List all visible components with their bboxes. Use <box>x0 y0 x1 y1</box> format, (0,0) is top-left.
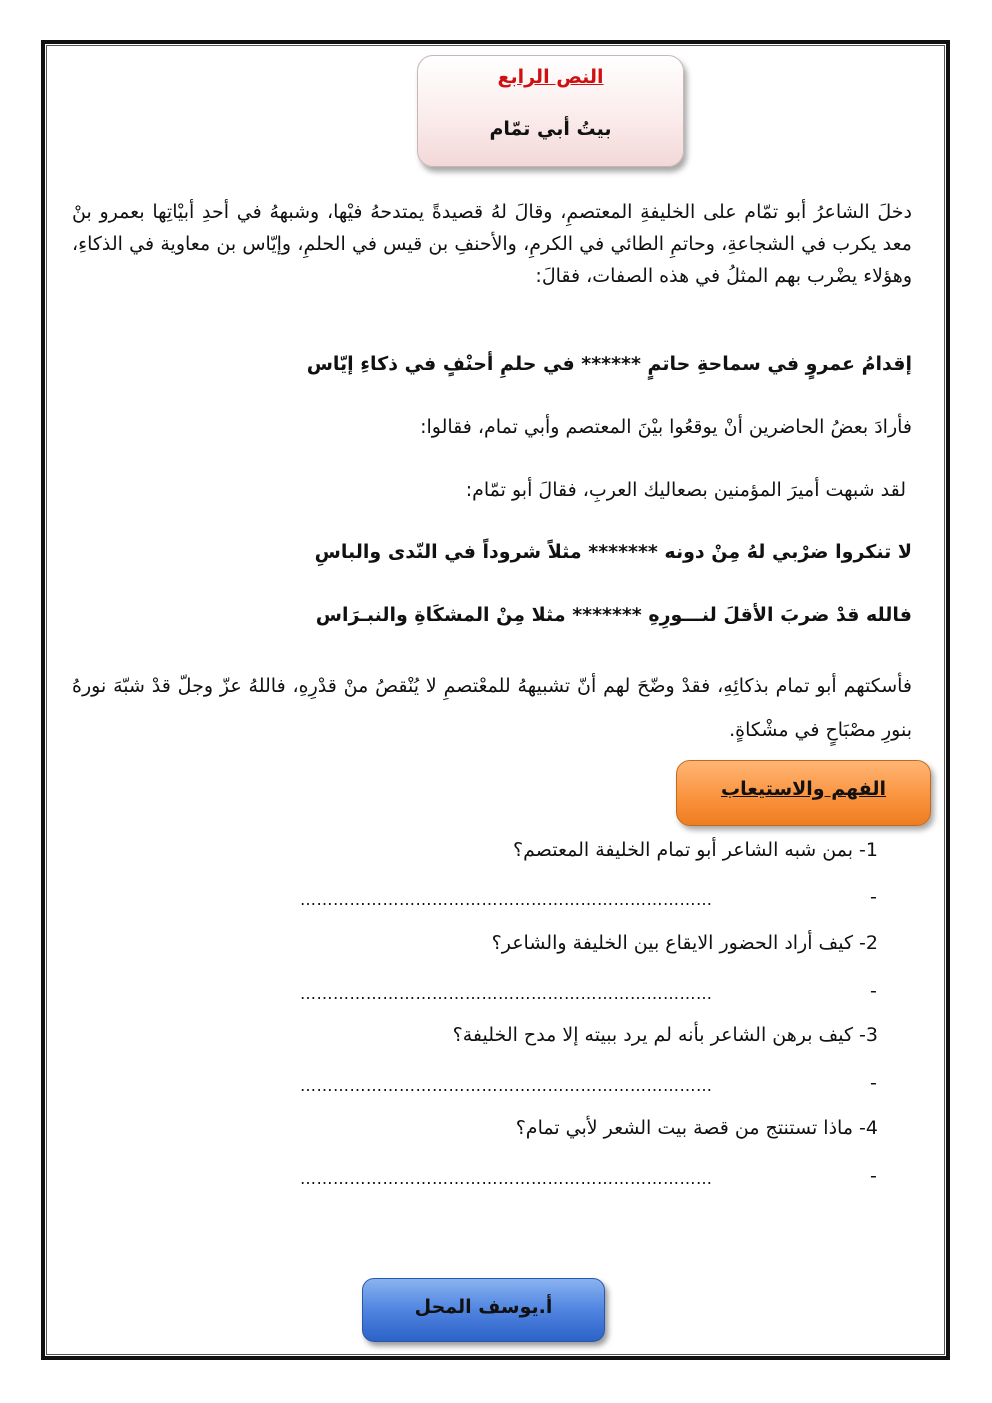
author-box <box>362 1278 605 1342</box>
answer-dash-1: - <box>870 886 877 908</box>
answer-line-1[interactable]: ………………………………………………………………… <box>300 890 713 909</box>
answer-line-4[interactable]: ………………………………………………………………… <box>300 1169 713 1188</box>
comprehension-heading-box <box>676 760 931 826</box>
lesson-subtitle: بيتُ أبي تمّام <box>489 118 612 140</box>
verse-3: فالله قدْ ضربَ الأقلَ لنـــورِهِ ******* مثلا مِنْ المشكَاةِ والنبـرَاس <box>315 604 912 626</box>
story-paragraph-1: دخلَ الشاعرُ أبو تمّام على الخليفةِ المعتصمِ، وقالَ لهُ قصيدةً يمتدحهُ فيْها، وشبههُ في أحدِ أبيْاتِها بعمرو بنْ معد يكرب في الشجاعةِ، وحاتمِ الطائي في الكرمِ، والأحنفِ بن قيس في الحلمِ، وإيّاس بن معاوية في الذكاءِ، وهؤلاء يضْرب بهم المثلُ في هذه الصفات، فقالَ: <box>72 201 912 287</box>
question-2: 2- كيف أراد الحضور الايقاع بين الخليفة والشاعر؟ <box>491 932 878 954</box>
verse-1: إقدامُ عمروٍ في سماحةِ حاتمٍ ****** في حلمِ أحنْفٍ في ذكاءِ إيّاس <box>306 353 912 375</box>
story-paragraph-2: فأسكتهم أبو تمام بذكائِهِ، فقدْ وضّحَ لهم أنّ تشبيههُ للمعْتصمِ لا يُنْقصُ منْ قدْرِهِ، فاللهُ عزّ وجلّ قدْ شبّهَ نورهُ بنورِ مصْبَاحٍ في مشْكاةٍ. <box>72 675 912 741</box>
author-name: أ.يوسف المحل <box>414 1296 553 1318</box>
answer-dash-3: - <box>870 1072 877 1094</box>
answer-line-3[interactable]: ………………………………………………………………… <box>300 1076 713 1095</box>
answer-line-2[interactable]: ………………………………………………………………… <box>300 984 713 1003</box>
verse-2: لا تنكروا ضرْبي لهُ مِنْ دونه ******* مثلاً شروداً في النّدى والباسِ <box>314 541 912 563</box>
question-3: 3- كيف برهن الشاعر بأنه لم يرد ببيته إلا مدح الخليفة؟ <box>452 1024 878 1046</box>
answer-dash-4: - <box>870 1165 877 1187</box>
comprehension-heading: الفهم والاستيعاب <box>721 778 886 800</box>
lesson-title: النص الرابع <box>497 66 604 88</box>
question-1: 1- بمن شبه الشاعر أبو تمام الخليفة المعتصم؟ <box>513 839 878 861</box>
story-line-3: لقد شبهت أميرَ المؤمنين بصعاليك العربِ، فقالَ أبو تمّام: <box>465 479 906 501</box>
question-4: 4- ماذا تستنتج من قصة بيت الشعر لأبي تمام؟ <box>515 1117 878 1139</box>
title-box <box>417 55 684 167</box>
story-line-2: فأرادَ بعضُ الحاضرين أنْ يوقعُوا بيْنَ المعتصم وأبي تمام، فقالوا: <box>420 416 912 438</box>
answer-dash-2: - <box>870 980 877 1002</box>
